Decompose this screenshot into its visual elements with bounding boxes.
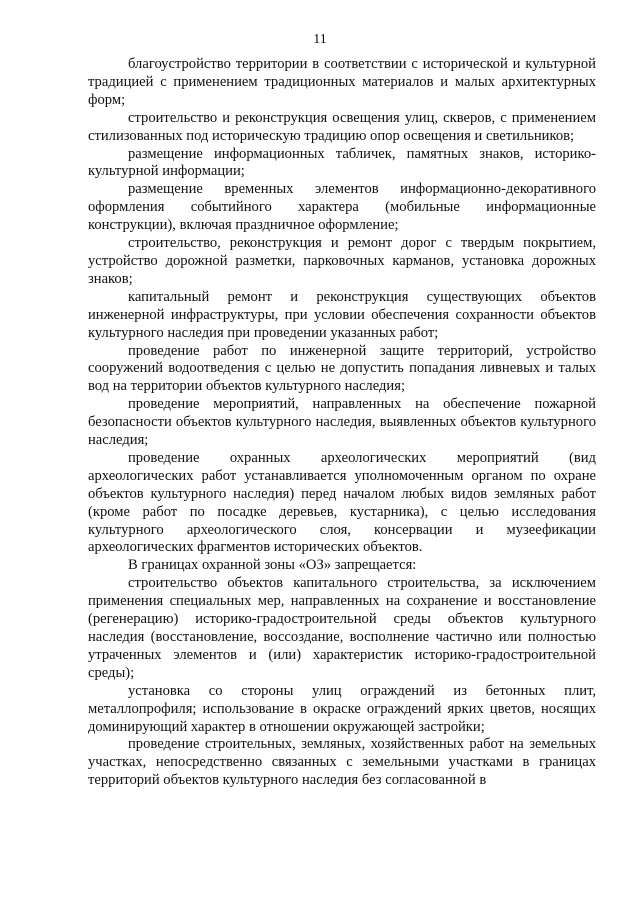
paragraph-archaeology: проведение охранных археологических мероприятий (вид археологических работ устанавливается уполномоченным органом по охране объектов культурного наследия) перед началом любых видов земляных работ (кроме работ по посадке деревьев, кустарника), с целью исследования культурного археологического слоя, консервации и музеефикации археологических фрагментов исторических объектов. [88, 449, 596, 556]
paragraph-roads: строительство, реконструкция и ремонт дорог с твердым покрытием, устройство дорожной разметки, парковочных карманов, установка дорожных знаков; [88, 235, 596, 287]
paragraph-temporary-decor: размещение временных элементов информационно-декоративного оформления событийного характера (мобильные информационные конструкции), включая праздничное оформление; [88, 181, 596, 234]
paragraph-capital-construction: строительство объектов капитального строительства, за исключением применения специальных мер, направленных на сохранение и восстановление (регенерацию) историко-градостроительной среды объектов культурного наследия (восстановление, воссоздание, восполнение частично или полностью утраченных элементов и (или) характеристик историко-градостроительной среды); [88, 575, 596, 681]
document-body [88, 56, 596, 790]
paragraph-street-lighting: строительство и реконструкция освещения улиц, скверов, с применением стилизованных под историческую традицию опор освещения и светильников; [88, 109, 596, 144]
paragraph-prohibited-heading: В границах охранной зоны «ОЗ» запрещается: [128, 557, 417, 574]
paragraph-landscaping: благоустройство территории в соответствии с исторической и культурной традицией с применением традиционных материалов и малых архитектурных форм; [88, 56, 596, 108]
paragraph-info-signs: размещение информационных табличек, памятных знаков, историко-культурной информации; [88, 145, 596, 180]
paragraph-engineering-protection: проведение работ по инженерной защите территорий, устройство сооружений водоотведения с целью не допустить попадания ливневых и талых вод на территории объектов культурного наследия; [88, 342, 596, 395]
paragraph-fences: установка со стороны улиц ограждений из бетонных плит, металлопрофиля; использование в окраске ограждений ярких цветов, носящих доминирующий характер в отношении окружающей застройки; [88, 682, 596, 735]
page-number: 11 [313, 32, 327, 47]
paragraph-fire-safety: проведение мероприятий, направленных на обеспечение пожарной безопасности объектов культурного наследия, выявленных объектов культурного наследия; [88, 396, 596, 449]
paragraph-earthworks: проведение строительных, земляных, хозяйственных работ на земельных участках, непосредственно связанных с земельными участками в границах территорий объектов культурного наследия без согласованной в [88, 736, 596, 789]
paragraph-engineering-infrastructure: капитальный ремонт и реконструкция существующих объектов инженерной инфраструктуры, при условии обеспечения сохранности объектов культурного наследия при проведении указанных работ; [88, 288, 596, 341]
